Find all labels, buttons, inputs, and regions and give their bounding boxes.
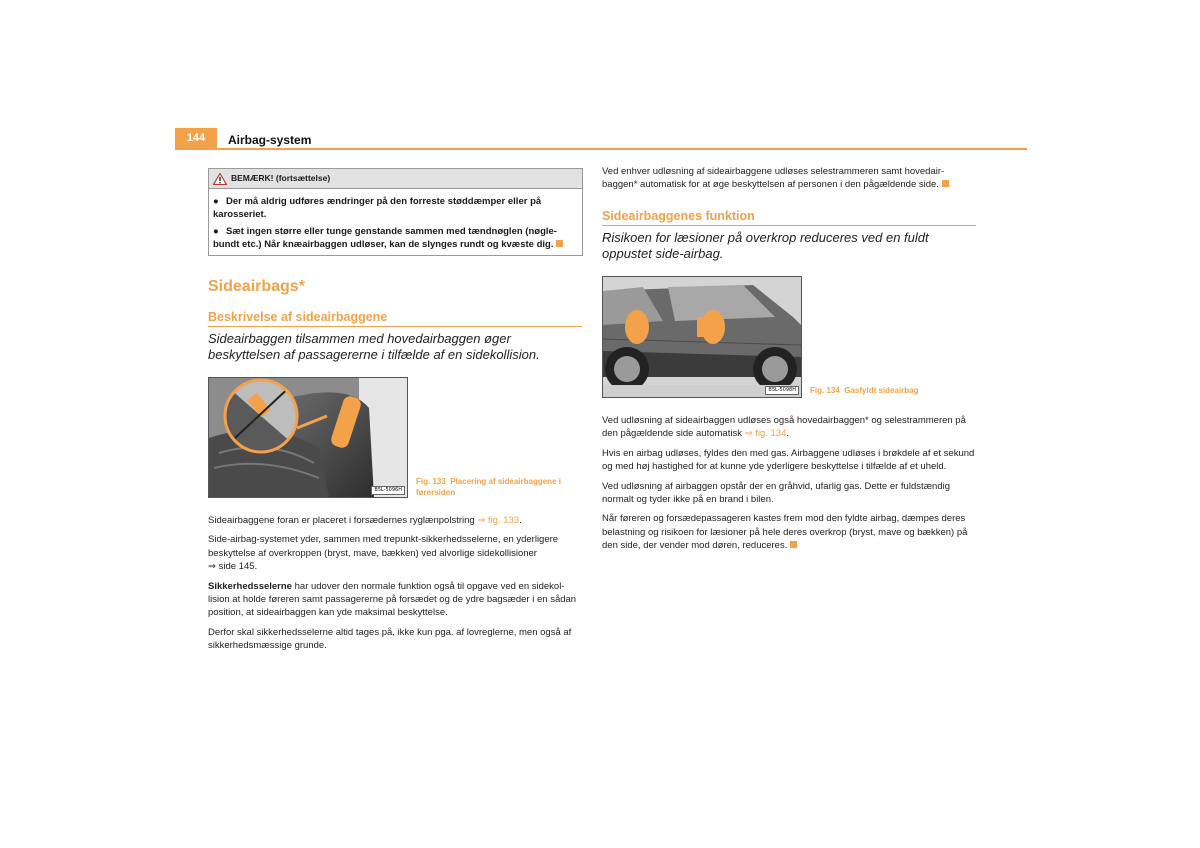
notice-body: [209, 189, 582, 251]
notice-item-text: Der må aldrig udføres ændringer på den forreste støddæmper eller på karosseriet.: [213, 196, 542, 220]
notice-item: [213, 225, 578, 251]
figure-code: B5L-5098H: [765, 386, 799, 395]
notice-item-text: Sæt ingen større eller tunge genstande sammen med tændnøglen (nøgle-bundt etc.) Når knæairbaggen udløser, kan de slynges rundt og kvæste dig.: [213, 226, 557, 250]
lead-text: Sideairbaggen tilsammen med hovedairbaggen øger beskyttelsen af passagererne i tilfælde af en sidekollision.: [208, 331, 540, 362]
end-mark-icon: [790, 541, 797, 548]
caption-number: Fig. 133: [416, 477, 446, 486]
paragraph: [208, 580, 586, 620]
bold-term: Sikkerhedsselerne: [208, 580, 292, 592]
paragraph: [602, 512, 978, 552]
chapter-title: Airbag-system: [228, 133, 312, 147]
notice-header: [209, 169, 582, 189]
paragraph: [208, 514, 586, 527]
figure-134-caption: [810, 385, 980, 396]
notice-item: [213, 195, 578, 221]
figure-134-car: [602, 276, 802, 398]
bullet-icon: ●: [213, 196, 219, 207]
car-illustration: [603, 277, 801, 397]
subheading-rule: [602, 225, 976, 226]
right-intro: [602, 165, 977, 192]
paragraph-text: Ved udløsning af airbaggen opstår der en gråhvid, ufarlig gas. Dette er fuldstændig normalt og tyder ikke på en brand i bilen.: [602, 480, 951, 506]
page-number: 144: [175, 128, 217, 148]
end-mark-icon: [942, 180, 949, 187]
end-mark-icon: [556, 240, 563, 247]
notice-title: BEMÆRK! (fortsættelse): [231, 173, 331, 183]
figure-133-seat: [208, 377, 408, 498]
paragraph: [208, 533, 586, 573]
paragraph-text: Ved udløsning af sideairbaggen udløses også hovedairbaggen* og selestrammeren på den pågældende side automatisk: [602, 415, 966, 440]
paragraph: [208, 626, 586, 653]
paragraph-text: .: [786, 428, 790, 440]
subheading-description: Beskrivelse af sideairbaggene: [208, 310, 388, 324]
paragraph-text: Ved enhver udløsning af sideairbaggene udløses selestrammeren samt hovedair-baggen* automatisk for at øge beskyttelsen af personen i den pågældende side.: [602, 166, 945, 191]
paragraph-text: Sideairbaggene foran er placeret i forsædernes ryglænpolstring: [208, 515, 478, 526]
subheading-function: Sideairbaggenes funktion: [602, 209, 755, 223]
caption-text: Placering af sideairbaggene i førersiden: [416, 477, 561, 497]
paragraph-text: Hvis en airbag udløses, fyldes den med gas. Airbaggene udløses i brøkdele af et sekund og med høj hastighed for at kunne yde yderligere beskyttelse i tilfælde af et uheld.: [602, 447, 975, 473]
caption-number: Fig. 134: [810, 386, 840, 395]
warning-icon: [213, 173, 227, 185]
right-body: [602, 414, 978, 559]
bullet-icon: ●: [213, 226, 219, 237]
paragraph-text: Side-airbag-systemet yder, sammen med trepunkt-sikkerhedsselerne, en yderligere beskyttelse af overkroppen (bryst, mave, bækken) ved alvorlige sidekollisioner: [208, 534, 559, 559]
left-body: [208, 514, 586, 659]
figure-link[interactable]: ⇒ fig. 133: [477, 515, 520, 526]
header-rule: [175, 148, 1027, 150]
page-link[interactable]: ⇒ side 145.: [208, 561, 258, 573]
lead-text: Risikoen for læsioner på overkrop reduceres ved en fuldt oppustet side-airbag.: [602, 230, 929, 261]
figure-code: B5L-5096H: [371, 486, 405, 495]
paragraph: [602, 447, 978, 474]
seat-illustration: [209, 378, 407, 497]
paragraph: [602, 480, 978, 507]
paragraph-text: har udover den normale funktion også til opgave ved en sidekol-lision at holde føreren samt passagererne på forsædet og de ydre bagsæder i en sådan position, at sideairbaggen kan yde maksimal beskyttelse.: [208, 580, 577, 619]
figure-133-caption: [416, 476, 582, 498]
paragraph-text: Når føreren og forsædepassageren kastes frem mod den fyldte airbag, dæmpes deres belastning og risikoen for læsioner på hele deres overkrop (bryst, mave og bækken) på den side, der vender mod døren, reduceres.: [602, 513, 968, 552]
subheading-rule: [208, 326, 582, 327]
notice-box: [208, 168, 583, 256]
paragraph: [602, 414, 978, 441]
caption-text: Gasfyldt sideairbag: [844, 386, 919, 395]
paragraph-text: .: [519, 515, 522, 526]
figure-link[interactable]: ⇒ fig. 134: [744, 428, 787, 440]
paragraph-text: Derfor skal sikkerhedsselerne altid tages på, ikke kun pga. af lovreglerne, men også af sikkerhedsmæssige grunde.: [208, 626, 572, 652]
section-title: Sideairbags*: [208, 278, 305, 295]
